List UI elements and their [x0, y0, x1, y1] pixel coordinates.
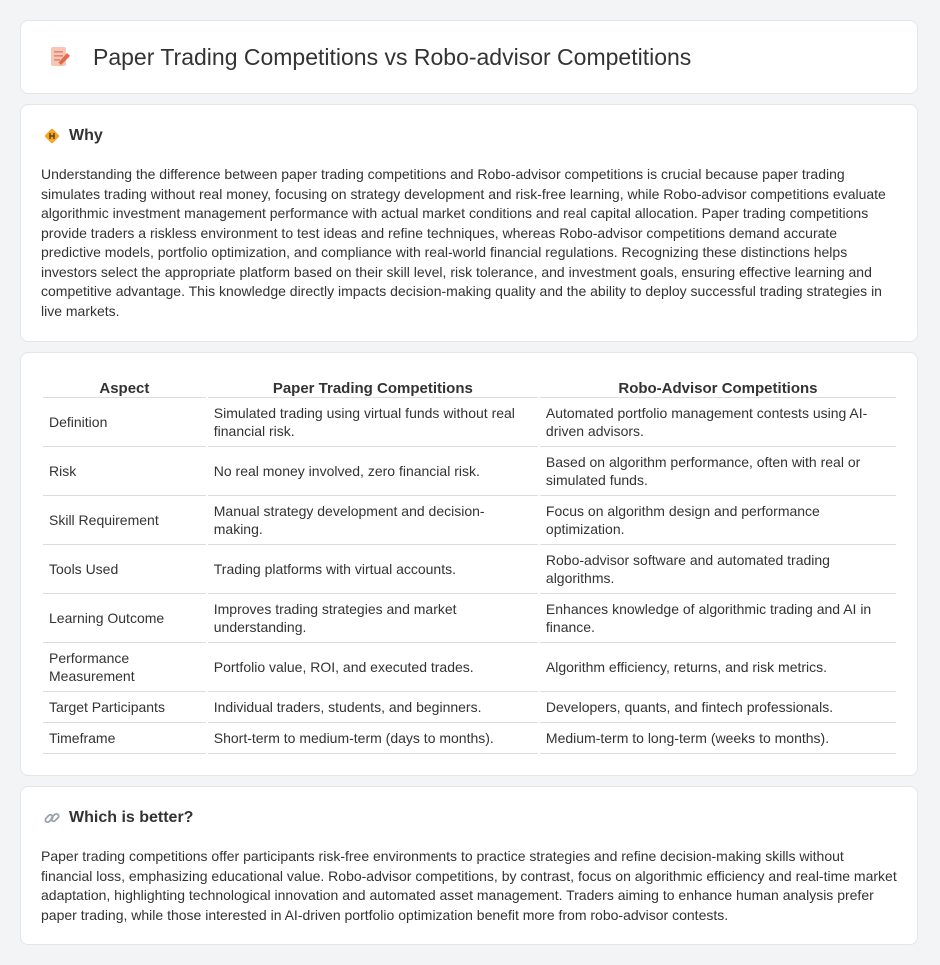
document-pencil-icon — [47, 44, 73, 70]
comparison-table — [41, 373, 898, 754]
diamond-warning-icon — [43, 127, 61, 145]
paper-trading-cell: Manual strategy development and decision-making. — [208, 496, 538, 545]
table-row — [43, 692, 896, 723]
robo-advisor-cell: Robo-advisor software and automated trading algorithms. — [540, 545, 896, 594]
aspect-cell: Risk — [43, 447, 206, 496]
robo-advisor-cell: Medium-term to long-term (weeks to months). — [540, 723, 896, 754]
paper-trading-cell: Portfolio value, ROI, and executed trades. — [208, 643, 538, 692]
robo-advisor-cell: Algorithm efficiency, returns, and risk metrics. — [540, 643, 896, 692]
why-paragraph: Understanding the difference between paper trading competitions and Robo-advisor competitions is crucial because paper trading simulates trading without real money, focusing on strategy development and risk-free learning, while Robo-advisor competitions evaluate algorithmic investment management performance with actual market conditions and real capital allocation. Paper trading competitions provide traders a riskless environment to test ideas and refine techniques, whereas Robo-advisor competitions demand accurate predictive models, portfolio optimization, and compliance with real-world financial regulations. Recognizing these distinctions helps investors select the appropriate platform based on their skill level, risk tolerance, and investment goals, ensuring effective learning and competitive advantage. This knowledge directly impacts decision-making quality and the ability to deploy successful trading strategies in live markets. — [41, 166, 886, 319]
aspect-cell: Performance Measurement — [43, 643, 206, 692]
aspect-cell: Timeframe — [43, 723, 206, 754]
table-header-row — [43, 373, 896, 398]
table-row — [43, 496, 896, 545]
robo-advisor-cell: Based on algorithm performance, often with real or simulated funds. — [540, 447, 896, 496]
table-row — [43, 545, 896, 594]
paper-trading-cell: Short-term to medium-term (days to months). — [208, 723, 538, 754]
paper-trading-cell: Trading platforms with virtual accounts. — [208, 545, 538, 594]
table-row — [43, 447, 896, 496]
why-title: Why — [69, 127, 103, 144]
page-title: Paper Trading Competitions vs Robo-advisor Competitions — [93, 43, 692, 70]
comparison-section — [20, 352, 918, 776]
column-header-robo-advisor: Robo-Advisor Competitions — [540, 373, 896, 398]
robo-advisor-cell: Automated portfolio management contests using AI-driven advisors. — [540, 398, 896, 447]
which-is-better-section — [20, 786, 918, 945]
table-row — [43, 398, 896, 447]
table-row — [43, 594, 896, 643]
paper-trading-cell: Improves trading strategies and market understanding. — [208, 594, 538, 643]
aspect-cell: Tools Used — [43, 545, 206, 594]
robo-advisor-cell: Developers, quants, and fintech professionals. — [540, 692, 896, 723]
aspect-cell: Definition — [43, 398, 206, 447]
paper-trading-cell: No real money involved, zero financial risk. — [208, 447, 538, 496]
which-is-better-heading — [43, 809, 193, 827]
robo-advisor-cell: Focus on algorithm design and performance optimization. — [540, 496, 896, 545]
robo-advisor-cell: Enhances knowledge of algorithmic trading and AI in finance. — [540, 594, 896, 643]
paper-trading-cell: Simulated trading using virtual funds without real financial risk. — [208, 398, 538, 447]
which-is-better-paragraph: Paper trading competitions offer participants risk-free environments to practice strategies and refine decision-making skills without financial loss, emphasizing educational value. Robo-advisor competitions, by contrast, focus on algorithmic efficiency and real-time market adaptation, highlighting technological innovation and automated asset management. Traders aiming to enhance human analysis prefer paper trading, while those interested in AI-driven portfolio optimization benefit more from robo-advisor contests. — [41, 848, 897, 923]
paper-trading-cell: Individual traders, students, and beginners. — [208, 692, 538, 723]
aspect-cell: Target Participants — [43, 692, 206, 723]
column-header-paper-trading: Paper Trading Competitions — [208, 373, 538, 398]
aspect-cell: Skill Requirement — [43, 496, 206, 545]
table-row — [43, 723, 896, 754]
which-is-better-title: Which is better? — [69, 809, 194, 826]
table-row — [43, 643, 896, 692]
link-icon — [43, 809, 61, 827]
why-section — [20, 104, 918, 342]
why-heading — [43, 127, 103, 145]
column-header-aspect: Aspect — [43, 373, 206, 398]
title-card — [20, 20, 918, 94]
aspect-cell: Learning Outcome — [43, 594, 206, 643]
